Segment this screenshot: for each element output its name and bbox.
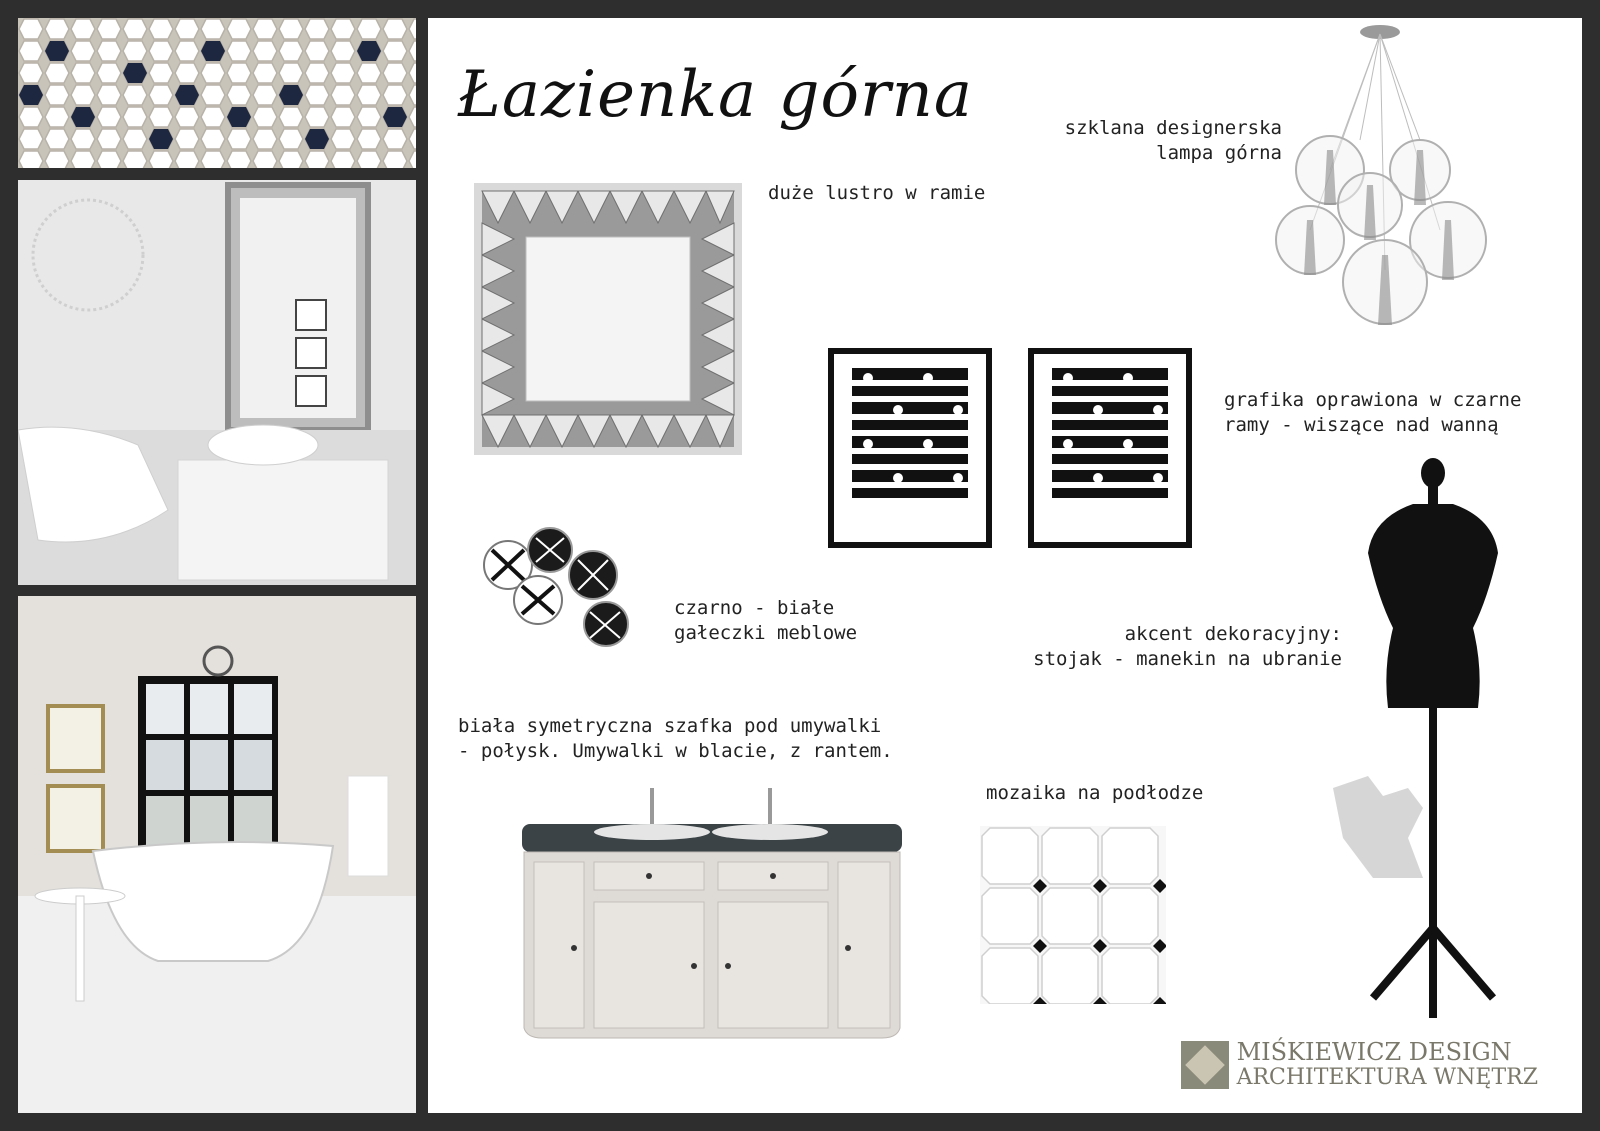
logo-line-1: MIŚKIEWICZ DESIGN xyxy=(1236,1038,1512,1066)
bathroom-illustration-2 xyxy=(18,596,416,1113)
mannequin-icon xyxy=(1313,458,1523,1038)
hexagon-mosaic-photo xyxy=(18,18,416,168)
mirror-label: duże lustro w ramie xyxy=(768,182,986,204)
logo-line-2: ARCHITEKTURA WNĘTRZ xyxy=(1236,1065,1538,1090)
logo-text xyxy=(1237,1039,1538,1091)
mosaic-tile-icon xyxy=(980,826,1166,1004)
cabinet-label: biała symetryczna szafka pod umywalki - połysk. Umywalki w blacie, z rantem. xyxy=(458,715,893,762)
bathroom-inspiration-photo-1 xyxy=(18,180,416,585)
bathroom-illustration-1 xyxy=(18,180,416,585)
knobs-label: czarno - białe gałeczki meblowe xyxy=(674,597,858,644)
framed-print-left xyxy=(828,348,992,548)
knob-icon xyxy=(478,520,638,650)
lamp-label: szklana designerska lampa górna xyxy=(1064,117,1282,164)
page-title: Łazienka górna xyxy=(458,58,973,132)
prints-label: grafika oprawiona w czarne ramy - wiszące nad wanną xyxy=(1224,389,1522,436)
framed-print-right xyxy=(1028,348,1192,548)
mosaic-label: mozaika na podłodze xyxy=(986,782,1204,804)
vanity-cabinet-icon xyxy=(512,788,912,1048)
mirror-icon xyxy=(474,183,742,455)
studio-logo xyxy=(1181,1039,1538,1091)
bathroom-inspiration-photo-2 xyxy=(18,596,416,1113)
glass-lamp-icon xyxy=(1270,20,1490,350)
logo-mark-icon xyxy=(1181,1041,1229,1089)
hexagon-tile-pattern xyxy=(18,18,416,168)
mannequin-label: akcent dekoracyjny: stojak - manekin na ubranie xyxy=(1033,623,1342,670)
moodboard xyxy=(428,18,1582,1113)
